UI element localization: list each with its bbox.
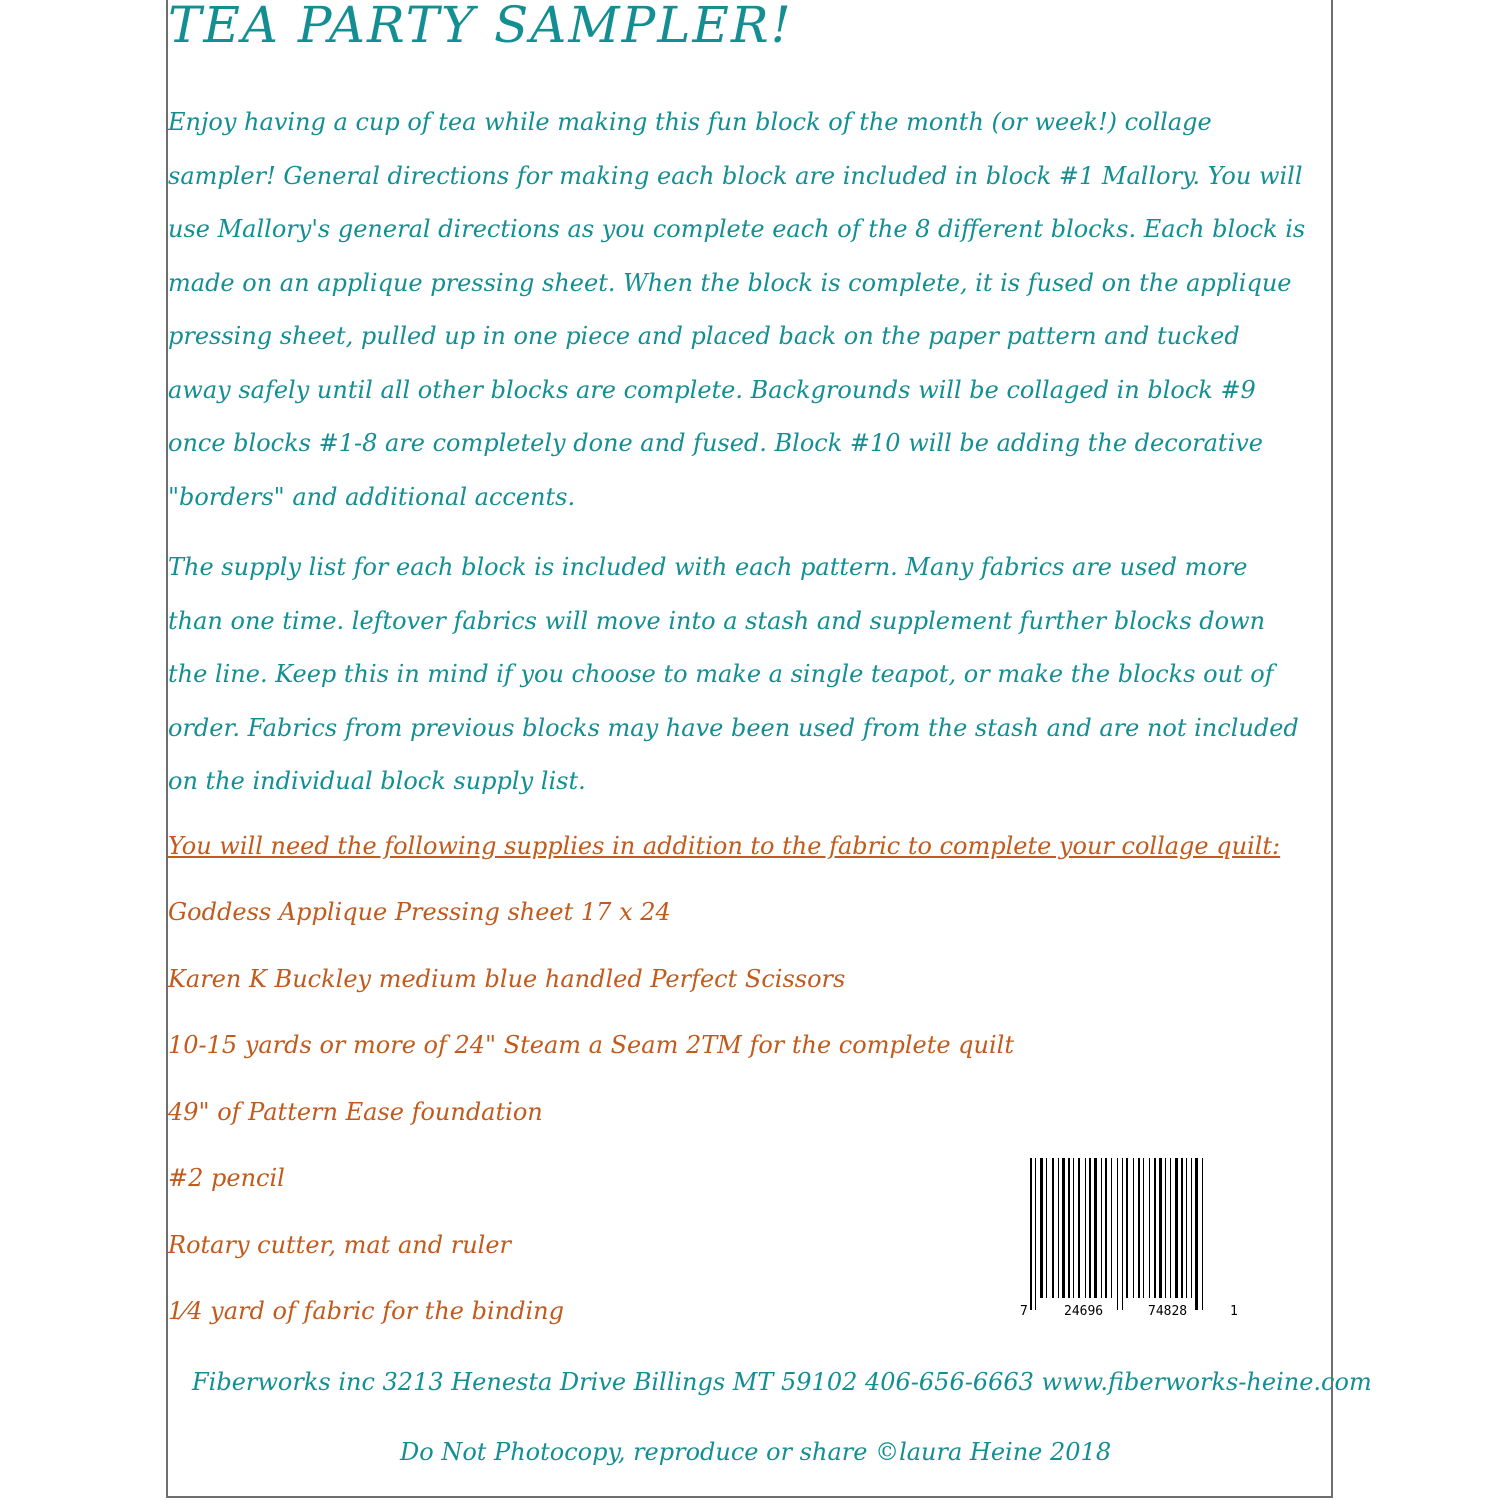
barcode-bar [1058,1158,1059,1298]
barcode-bar [1138,1158,1140,1298]
supply-item: 1⁄4 yard of fabric for the binding [168,1297,564,1325]
barcode-bar [1078,1158,1080,1298]
barcode-bar [1126,1158,1128,1298]
supply-item: 10-15 yards or more of 24" Steam a Seam 2TM for the complete quilt [168,1031,1014,1059]
barcode-bar [1181,1158,1183,1298]
barcode-bar [1101,1158,1102,1298]
barcode-bar [1052,1158,1054,1298]
barcode-bar [1068,1158,1070,1298]
supply-item: Goddess Applique Pressing sheet 17 x 24 [168,898,671,926]
barcode-digits-group1: 24696 [1064,1304,1104,1319]
barcode-digits-group2: 74828 [1148,1304,1188,1319]
barcode-bar [1085,1158,1086,1298]
intro-paragraph: Enjoy having a cup of tea while making this fun block of the month (or week!) collage sampler! General directions for making each block are included in block #1 Mallory. You will use Mallory's general directions as you complete each of the 8 different blocks. Each block is made on an applique pressing sheet. When the block is complete, it is fused on the applique pressing sheet, pulled up in one piece and placed back on the paper pattern and tucked away safely until all other blocks are complete. Backgrounds will be collaged in block #9 once blocks #1-8 are completely done and fused. Block #10 will be adding the decorative "borders" and additional accents. [168,108,1306,511]
barcode-bar [1030,1158,1032,1310]
barcode-bar [1133,1158,1134,1298]
barcode-bar [1149,1158,1150,1298]
barcode-bar [1195,1158,1198,1310]
barcode-bar [1094,1158,1097,1298]
pattern-back-cover [166,0,1372,1498]
barcode-bar [1143,1158,1144,1298]
barcode-bar [1154,1158,1156,1298]
footer-address: Fiberworks inc 3213 Henesta Drive Billings MT 59102 406-656-6663 www.fiberworks-heine.com [192,1368,1372,1396]
barcode-digit-left: 7 [1020,1304,1028,1319]
barcode-bar [1040,1158,1043,1298]
supply-paragraph: The supply list for each block is included with each pattern. Many fabrics are used more than one time. leftover fabrics will move into a stash and supplement further blocks down the line. Keep this in mind if you choose to make a single teapot, or make the blocks out of order. Fabrics from previous blocks may have been used from the stash and are not included on the individual block supply list. [168,553,1299,795]
barcode-bar [1165,1158,1166,1298]
supply-item: Karen K Buckley medium blue handled Perfect Scissors [168,964,846,993]
barcode-bar [1046,1158,1047,1298]
barcode [1016,1158,1246,1320]
barcode-bar [1089,1158,1091,1298]
barcode-bar [1035,1158,1036,1310]
barcode-bar [1062,1158,1065,1298]
supply-item: #2 pencil [168,1164,285,1192]
page-title: TEA PARTY SAMPLER! [168,0,793,54]
barcode-bar [1117,1158,1118,1310]
barcode-bar [1186,1158,1187,1298]
barcode-bar [1202,1158,1203,1310]
barcode-bar [1175,1158,1178,1298]
barcode-bar [1111,1158,1112,1298]
barcode-bar [1073,1158,1074,1298]
supply-item: 49" of Pattern Ease foundation [168,1097,543,1126]
barcode-bar [1170,1158,1171,1298]
supply-item: Rotary cutter, mat and ruler [168,1230,511,1259]
barcode-bar [1122,1158,1123,1310]
barcode-bar [1105,1158,1107,1298]
supplies-heading: You will need the following supplies in addition to the fabric to complete your collage quilt: [168,832,1281,860]
barcode-digit-right: 1 [1230,1304,1238,1319]
footer-copyright: Do Not Photocopy, reproduce or share ©laura Heine 2018 [400,1438,1112,1466]
barcode-bar [1191,1158,1192,1298]
supplies-list [168,898,1014,1364]
barcode-bar [1159,1158,1162,1298]
